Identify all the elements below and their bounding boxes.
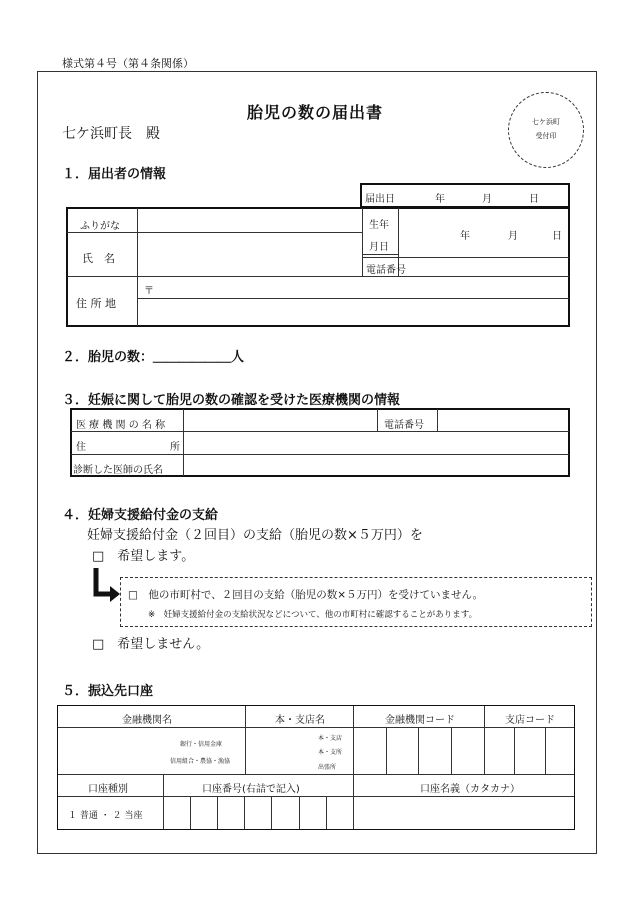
institution-phone-input[interactable] bbox=[440, 411, 568, 429]
section3-heading: ３．妊娠に関して胎児の数の確認を受けた医療機関の情報 bbox=[62, 393, 401, 408]
birth-label-2: 月日 bbox=[369, 242, 389, 253]
date-label: 届出日 bbox=[365, 194, 395, 205]
branch-code-header: 支店コード bbox=[505, 715, 555, 726]
fetus-count-unit: 人 bbox=[231, 350, 245, 365]
fetus-count-input[interactable]: ＿＿＿＿＿＿ bbox=[153, 350, 232, 365]
section4-heading: ４．妊婦支援給付金の支給 bbox=[62, 508, 219, 523]
furigana-label: ふりがな bbox=[80, 221, 120, 232]
fetus-count-label: ２．胎児の数： bbox=[62, 350, 154, 365]
phone-label: 電話番号 bbox=[366, 265, 406, 276]
account-number-input[interactable] bbox=[166, 798, 351, 828]
branch-name-input[interactable] bbox=[248, 730, 314, 772]
bank-name-header: 金融機関名 bbox=[122, 715, 172, 726]
bank-code-header: 金融機関コード bbox=[385, 715, 455, 726]
branch-type-1: 本・支店 bbox=[318, 735, 343, 742]
branch-code-input[interactable] bbox=[487, 730, 573, 772]
date-month: 月 bbox=[482, 194, 492, 205]
option-not-desire-checkbox[interactable]: □ 希望しません。 bbox=[92, 637, 210, 652]
branch-name-header: 本・支店名 bbox=[275, 715, 325, 726]
birth-month: 月 bbox=[508, 231, 518, 242]
account-type-header: 口座種別 bbox=[88, 784, 128, 795]
form-number-label: 様式第４号（第４条関係） bbox=[62, 57, 194, 70]
institution-name-label: 医 療 機 関 の 名 称 bbox=[76, 420, 166, 431]
institution-phone-label: 電話番号 bbox=[384, 420, 424, 431]
birth-year: 年 bbox=[460, 231, 470, 242]
confirmation-note: ※ 妊婦支援給付金の支給状況などについて、他の市町村に確認することがあります。 bbox=[148, 610, 478, 620]
institution-address-label-2: 所 bbox=[170, 442, 180, 453]
birthdate-input[interactable] bbox=[400, 210, 568, 254]
doctor-label: 診断した医師の氏名 bbox=[73, 465, 163, 476]
account-type-options[interactable]: １ 普通 ・ ２ 当座 bbox=[68, 811, 143, 821]
institution-address-label-1: 住 bbox=[76, 442, 86, 453]
name-input[interactable] bbox=[140, 235, 360, 274]
addressee: 七ケ浜町長 殿 bbox=[62, 126, 160, 142]
stamp-line-1: 七ケ浜町 bbox=[532, 118, 560, 126]
date-day: 日 bbox=[529, 194, 539, 205]
bank-types-1: 銀行・信用金庫 bbox=[180, 741, 223, 748]
furigana-input[interactable] bbox=[140, 210, 360, 230]
name-label: 氏 名 bbox=[82, 252, 115, 265]
account-holder-input[interactable] bbox=[356, 798, 573, 828]
bank-code-input[interactable] bbox=[356, 730, 482, 772]
stamp-line-2: 受付印 bbox=[535, 132, 557, 140]
branch-type-3: 出張所 bbox=[318, 764, 337, 771]
address-label: 住 所 地 bbox=[76, 297, 116, 310]
section5-heading: ５．振込先口座 bbox=[62, 684, 154, 699]
institution-name-input[interactable] bbox=[186, 411, 375, 429]
institution-address-input[interactable] bbox=[186, 434, 568, 452]
doctor-name-input[interactable] bbox=[186, 457, 568, 475]
option-desire-checkbox[interactable]: □ 希望します。 bbox=[92, 549, 195, 564]
bank-types-2: 信用組合・農協・漁協 bbox=[170, 758, 231, 765]
branch-type-2: 本・支所 bbox=[318, 749, 343, 756]
section1-heading: １．届出者の情報 bbox=[62, 167, 167, 182]
bank-name-input[interactable] bbox=[60, 730, 243, 772]
account-number-header: 口座番号(右詰で記入) bbox=[202, 784, 300, 795]
phone-input[interactable] bbox=[420, 259, 568, 275]
date-year: 年 bbox=[435, 194, 445, 205]
other-municipality-checkbox[interactable]: □ 他の市町村で、２回目の支給（胎児の数×５万円）を受けていません。 bbox=[128, 589, 484, 601]
birth-label-1: 生年 bbox=[369, 220, 389, 231]
address-input[interactable] bbox=[155, 278, 567, 324]
support-description: 妊婦支援給付金（２回目）の支給（胎児の数×５万円）を bbox=[87, 528, 423, 543]
postal-mark: 〒 bbox=[144, 286, 154, 297]
account-holder-header: 口座名義（カタカナ） bbox=[420, 784, 520, 795]
section2-heading bbox=[62, 346, 244, 365]
birth-day: 日 bbox=[552, 231, 562, 242]
reception-stamp-area bbox=[508, 92, 584, 168]
page-title: 胎児の数の届出書 bbox=[246, 103, 383, 122]
